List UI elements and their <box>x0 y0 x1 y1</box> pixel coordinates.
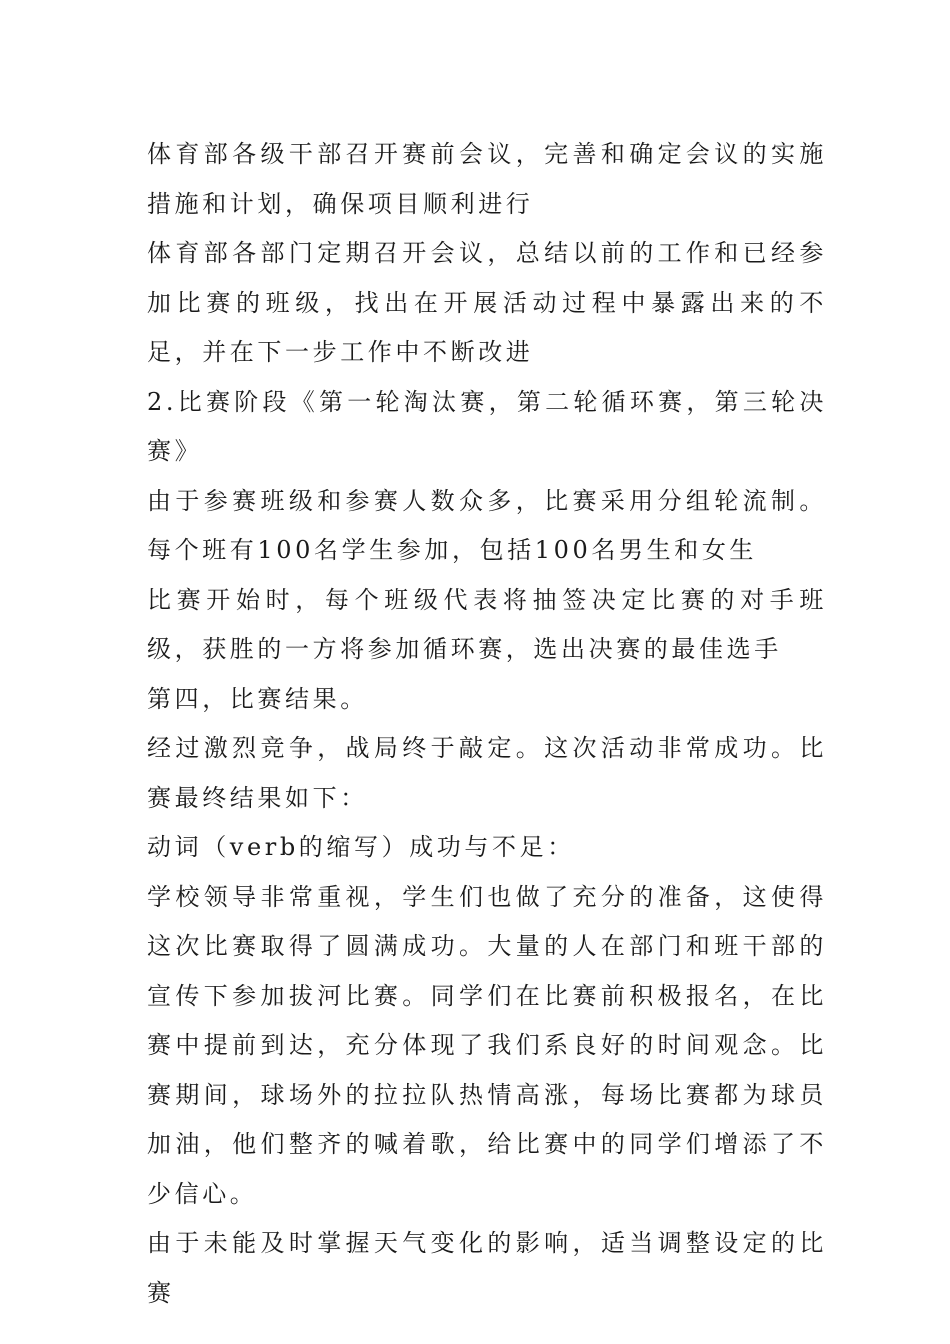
paragraph-final-results: 经过激烈竞争，战局终于敲定。这次活动非常成功。比赛最终结果如下： <box>147 734 827 812</box>
paragraph-regular-meetings: 体育部各部门定期召开会议，总结以前的工作和已经参加比赛的班级，找出在开展活动过程中暴露出来的不足，并在下一步工作中不断改进 <box>147 239 827 366</box>
paragraph-draw-opponents: 比赛开始时，每个班级代表将抽签决定比赛的对手班级，获胜的一方将参加循环赛，选出决赛的最佳选手 <box>147 585 827 663</box>
paragraph-results-heading: 第四，比赛结果。 <box>147 684 368 713</box>
document-body <box>147 130 827 1318</box>
paragraph-pre-match-meeting: 体育部各级干部召开赛前会议，完善和确定会议的实施措施和计划，确保项目顺利进行 <box>147 140 827 218</box>
paragraph-group-rotation: 由于参赛班级和参赛人数众多，比赛采用分组轮流制。每个班有100名学生参加，包括100名男生和女生 <box>147 486 827 564</box>
paragraph-weather-issue: 由于未能及时掌握天气变化的影响，适当调整设定的比赛 <box>147 1229 827 1307</box>
paragraph-competition-stage-heading: 2.比赛阶段《第一轮淘汰赛，第二轮循环赛，第三轮决赛》 <box>147 387 827 465</box>
paragraph-success-details: 学校领导非常重视，学生们也做了充分的准备，这使得这次比赛取得了圆满成功。大量的人在部门和班干部的宣传下参加拔河比赛。同学们在比赛前积极报名，在比赛中提前到达，充分体现了我们系良好的时间观念。比赛期间，球场外的拉拉队热情高涨，每场比赛都为球员加油，他们整齐的喊着歌，给比赛中的同学们增添了不少信心。 <box>147 882 827 1208</box>
paragraph-success-shortcomings-heading: 动词（verb的缩写）成功与不足： <box>147 833 575 861</box>
